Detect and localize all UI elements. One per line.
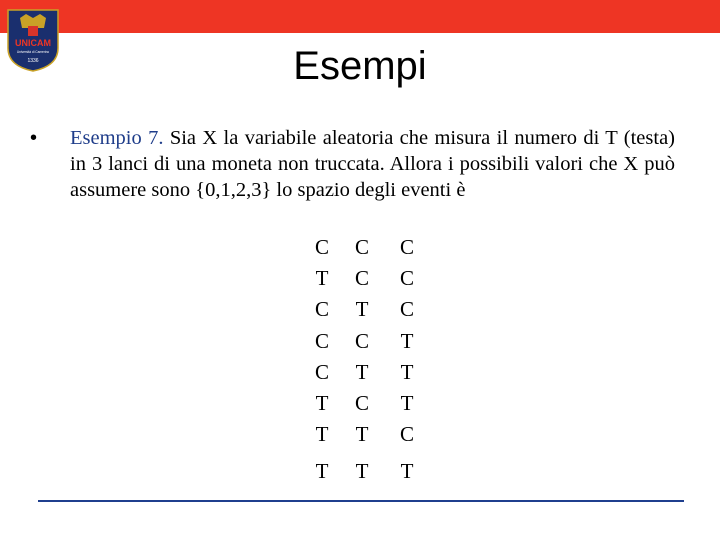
slide-title: Esempi [293,44,427,88]
outcome-cell: C [399,422,414,447]
header-bar [0,0,720,33]
example-body: Sia X la variabile aleatoria che misura il numero di T (testa) in 3 lanci di una moneta non truccata. Allora i possibili valori che X può assumere sono {0,1,2,3} lo spazio degli eventi è [70,127,676,201]
outcome-cell: T [315,266,329,291]
outcome-cell: C [354,328,369,353]
outcome-row [312,297,422,323]
example-label: Esempio 7. [70,127,164,149]
footer-divider [38,500,684,502]
outcome-row [312,266,422,292]
outcome-cell: T [400,359,414,384]
outcome-cell: T [400,459,414,484]
bullet-paragraph [30,125,675,203]
outcome-cell: C [354,266,369,291]
outcome-row [312,459,422,485]
outcome-cell: C [399,266,414,291]
outcome-cell: T [355,359,369,384]
outcome-cell: C [354,391,369,415]
outcome-cell: T [400,328,414,353]
bullet-text [70,125,675,203]
outcome-cell: T [355,297,369,322]
outcome-cell: T [315,422,329,447]
outcome-cell: C [314,328,329,353]
svg-text:UNICAM: UNICAM [15,38,51,48]
bullet-dot: • [30,127,38,149]
outcome-cell: C [314,359,329,384]
svg-text:1336: 1336 [27,58,39,64]
outcome-row [312,422,422,448]
outcome-cell: T [315,459,329,484]
outcome-row [312,329,422,355]
outcome-cell: C [399,235,414,259]
outcome-row [312,235,422,261]
svg-text:Università di Camerino: Università di Camerino [16,50,50,54]
outcome-row [312,391,422,417]
outcome-cell: T [315,391,329,415]
outcome-cell: C [354,235,369,259]
outcome-cell: C [314,235,329,259]
outcome-cell: C [399,297,414,322]
outcome-cell: T [355,459,369,484]
outcome-cell: T [400,391,414,415]
outcome-cell: T [355,422,369,447]
outcome-cell: C [314,297,329,322]
outcome-row [312,360,422,386]
